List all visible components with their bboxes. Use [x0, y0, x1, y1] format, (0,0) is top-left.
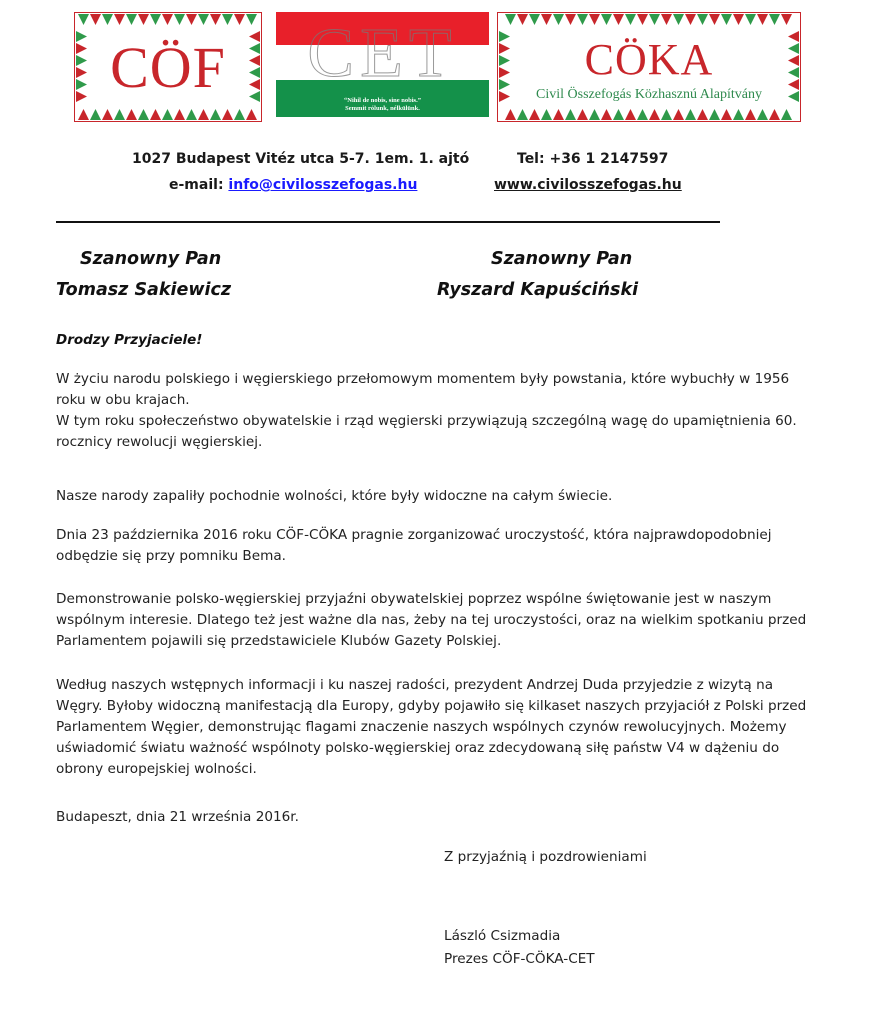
paragraph-line: Węgry. Byłoby widoczną manifestacją dla Europy, gdyby pojawiło się kilkaset naszych przyjaciół z Polski przed [56, 698, 807, 714]
paragraph-line: odbędzie się przy pomniku Bema. [56, 548, 286, 564]
paragraph-2 [56, 486, 808, 507]
paragraph-line: uświadomić światu ważność wspólnoty polsko-węgierskiej oraz zdecydowaną siłę państw V4 w dążeniu do [56, 740, 780, 756]
signature-title: Prezes CÖF-CÖKA-CET [444, 951, 595, 967]
phone: Tel: +36 1 2147597 [517, 151, 669, 167]
date-line: Budapeszt, dnia 21 września 2016r. [56, 809, 299, 825]
paragraph-4 [56, 589, 808, 652]
paragraph-1 [56, 369, 808, 453]
paragraph-line: obrony europejskiej wolności. [56, 761, 257, 777]
paragraph-line: Parlamentem pojawili się przedstawiciele Klubów Gazety Polskiej. [56, 633, 502, 649]
cet-logo-title: CET [307, 15, 458, 92]
recipient-2-salutation: Szanowny Pan [491, 249, 633, 269]
paragraph-line: W tym roku społeczeństwo obywatelskie i rząd węgierski przywiązują szczególną wagę do upamiętnienia 60. [56, 413, 797, 429]
cof-logo-title: CÖF [110, 35, 226, 100]
paragraph-line: rocznicy rewolucji węgierskiej. [56, 434, 263, 450]
email-line [169, 177, 417, 193]
signature-name: László Csizmadia [444, 928, 561, 944]
coka-logo-title: CÖKA [584, 35, 714, 84]
coka-logo [497, 12, 801, 122]
closing: Z przyjaźnią i pozdrowieniami [444, 849, 647, 865]
recipient-2-name: Ryszard Kapuściński [437, 280, 639, 300]
header-separator [56, 221, 720, 223]
paragraph-line: Parlamentem Węgier, demonstrując flagami znaczenie naszych wspólnych czynów rewolucyjnych. Możemy [56, 719, 787, 735]
paragraph-3 [56, 525, 808, 567]
paragraph-line: roku w obu krajach. [56, 392, 190, 408]
paragraph-line: Demonstrowanie polsko-węgierskiej przyjaźni obywatelskiej poprzez wspólne świętowanie jest w naszym [56, 591, 772, 607]
website-link[interactable]: www.civilosszefogas.hu [494, 177, 682, 193]
email-link[interactable]: info@civilosszefogas.hu [228, 177, 418, 193]
coka-logo-subtitle: Civil Összefogás Közhasznú Alapítvány [536, 87, 762, 102]
paragraph-line: Nasze narody zapaliły pochodnie wolności, które były widoczne na całym świecie. [56, 488, 613, 504]
cet-motto-hungarian: Semmit rólunk, nélkülünk. [345, 105, 420, 112]
website-line [494, 177, 682, 193]
paragraph-5 [56, 675, 808, 780]
recipient-1-name: Tomasz Sakiewicz [56, 280, 232, 300]
email-label: e-mail: [169, 177, 229, 193]
cet-motto-latin: “Nihil de nobis, sine nobis.” [344, 97, 421, 104]
paragraph-line: Dnia 23 października 2016 roku CÖF-CÖKA pragnie zorganizować uroczystość, która najprawdopodobniej [56, 527, 772, 543]
cet-logo [276, 12, 489, 117]
cet-motto [276, 97, 489, 113]
cof-logo [74, 12, 262, 122]
recipient-1-salutation: Szanowny Pan [80, 249, 222, 269]
paragraph-line: wspólnym interesie. Dlatego też jest ważne dla nas, żeby na tej uroczystości, oraz na wielkim spotkaniu przed [56, 612, 807, 628]
paragraph-line: W życiu narodu polskiego i węgierskiego przełomowym momentem były powstania, które wybuchły w 1956 [56, 371, 790, 387]
greeting: Drodzy Przyjaciele! [56, 332, 203, 348]
address: 1027 Budapest Vitéz utca 5-7. 1em. 1. ajtó [132, 151, 470, 167]
paragraph-line: Według naszych wstępnych informacji i ku naszej radości, prezydent Andrzej Duda przyjedzie z wizytą na [56, 677, 774, 693]
